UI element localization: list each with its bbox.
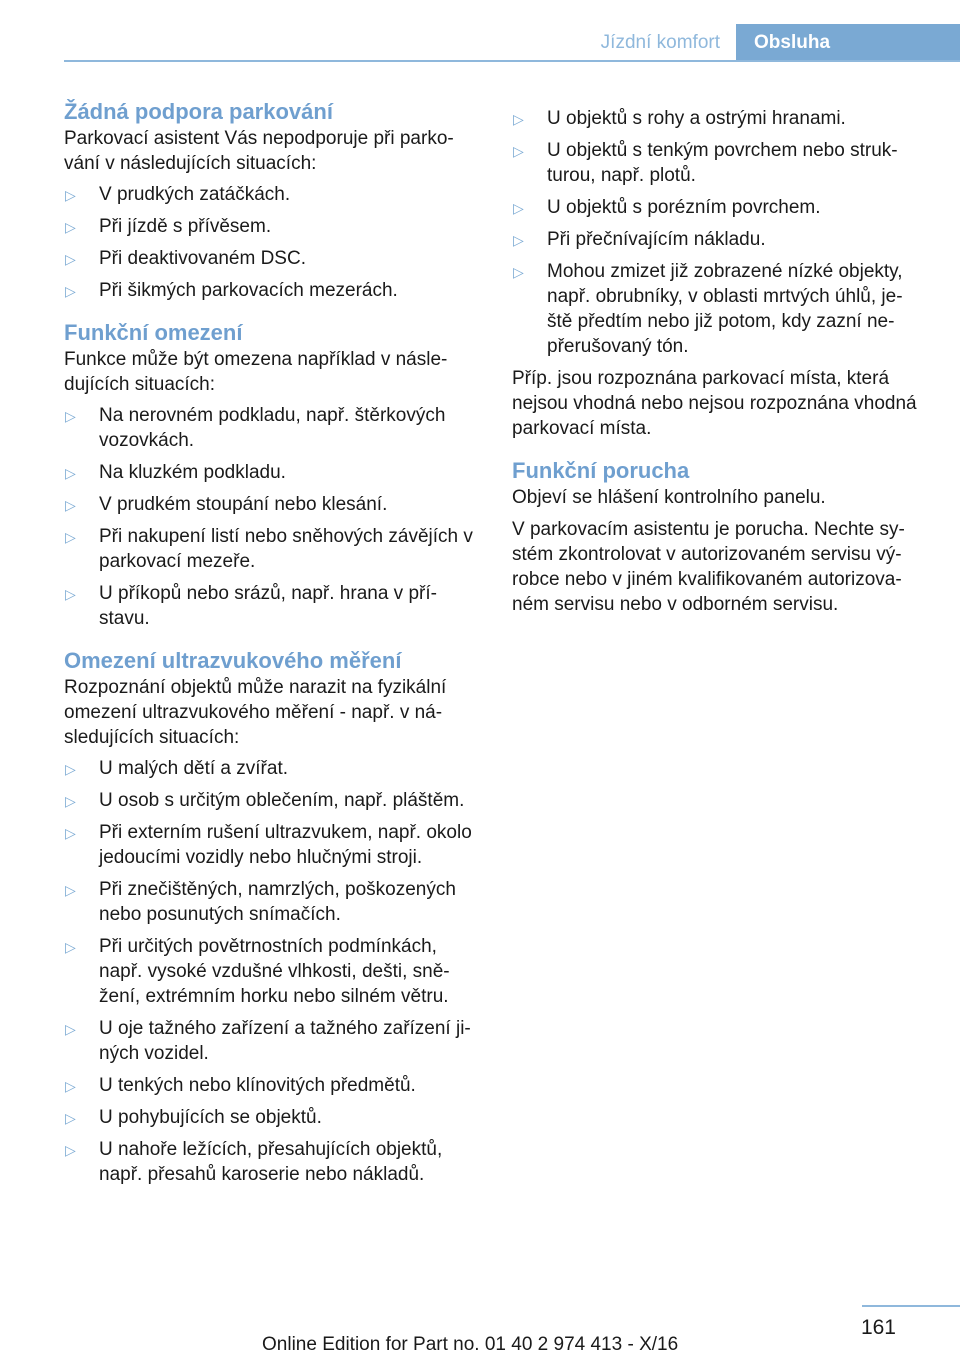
note-paragraph: Příp. jsou rozpoznána parkovací místa, která nejsou vhodná nebo nejsou rozpoznána vhodná parkovací místa. (512, 368, 917, 439)
list-item (512, 227, 932, 252)
list-item-text: Při šikmých parkovacích mezerách. (99, 280, 398, 301)
triangle-bullet-icon: ▷ (65, 465, 76, 481)
list-item-text: U tenkých nebo klínovitých předmětů. (99, 1075, 416, 1096)
list-item-text: Při deaktivovaném DSC. (99, 248, 306, 269)
bullet-list (64, 756, 484, 1187)
right-column (512, 98, 932, 617)
list-item-text: Při jízdě s přívěsem. (99, 216, 272, 237)
triangle-bullet-icon: ▷ (65, 882, 76, 898)
list-item (64, 1016, 484, 1066)
section-intro: Parkovací asistent Vás nepodporuje při parko‐ vání v následujících situacích: (64, 128, 454, 174)
triangle-bullet-icon: ▷ (65, 939, 76, 955)
bullet-list (64, 182, 484, 303)
list-item (64, 1073, 484, 1098)
list-item-text: Při externím rušení ultrazvukem, např. okolo jedoucími vozidly nebo hlučnými stroji. (99, 822, 472, 868)
triangle-bullet-icon: ▷ (65, 1110, 76, 1126)
list-item (64, 756, 484, 781)
list-item (512, 195, 932, 220)
list-item (64, 214, 484, 239)
list-item (64, 524, 484, 574)
section-intro: Rozpoznání objektů může narazit na fyzikální omezení ultrazvukového měření - např. v ná‐ sledujících situacích: (64, 677, 447, 748)
list-item-text: Při znečištěných, namrzlých, poškozených nebo posunutých snímačích. (99, 879, 456, 925)
section-ultrasonic-limits (64, 647, 484, 1187)
list-item-text: U osob s určitým oblečením, např. pláštěm. (99, 790, 465, 811)
list-item-text: V prudkém stoupání nebo klesání. (99, 494, 388, 515)
footer-rule (862, 1305, 960, 1307)
list-item-text: U příkopů nebo srázů, např. hrana v pří‐ stavu. (99, 583, 437, 629)
footer-edition-text: Online Edition for Part no. 01 40 2 974 413 - X/16 (262, 1334, 679, 1355)
list-item-text: Při nakupení listí nebo sněhových závějích v parkovací mezeře. (99, 526, 473, 572)
paragraph: V parkovacím asistentu je porucha. Nechte sy‐ stém zkontrolovat v autorizovaném servisu vý‐ robce nebo v jiném kvalifikovaném autorizova‐ ném servisu nebo v odborném servisu. (512, 519, 905, 615)
triangle-bullet-icon: ▷ (513, 143, 524, 159)
list-item-text: V prudkých zatáčkách. (99, 184, 291, 205)
list-item-text: Na nerovném podkladu, např. štěrkových vozovkách. (99, 405, 446, 451)
section-heading: Funkční omezení (64, 320, 243, 345)
section-malfunction (512, 457, 932, 617)
section-no-parking-support (64, 98, 484, 303)
triangle-bullet-icon: ▷ (65, 793, 76, 809)
list-item (512, 106, 932, 131)
list-item (64, 492, 484, 517)
list-item (64, 820, 484, 870)
bullet-list (64, 403, 484, 631)
list-item (64, 246, 484, 271)
page-header (0, 0, 960, 64)
list-item-text: Při určitých povětrnostních podmínkách, např. vysoké vzdušné vlhkosti, dešti, sně‐ žení, extrémním horku nebo silném větru. (99, 936, 450, 1007)
paragraph: Objeví se hlášení kontrolního panelu. (512, 487, 826, 508)
triangle-bullet-icon: ▷ (513, 264, 524, 280)
left-column (64, 98, 484, 1194)
list-item (64, 1137, 484, 1187)
section-heading: Funkční porucha (512, 458, 690, 483)
list-item (64, 788, 484, 813)
list-item (512, 259, 932, 359)
section-heading: Omezení ultrazvukového měření (64, 648, 402, 673)
bullet-list (512, 106, 932, 359)
list-item (64, 1105, 484, 1130)
triangle-bullet-icon: ▷ (65, 586, 76, 602)
section-functional-limits (64, 319, 484, 631)
triangle-bullet-icon: ▷ (65, 529, 76, 545)
triangle-bullet-icon: ▷ (65, 825, 76, 841)
list-item-text: U objektů s porézním povrchem. (547, 197, 821, 218)
list-item-text: U objektů s rohy a ostrými hranami. (547, 108, 846, 129)
list-item-text: Při přečnívajícím nákladu. (547, 229, 766, 250)
list-item (64, 581, 484, 631)
section-ultrasonic-limits-continued (512, 106, 932, 441)
triangle-bullet-icon: ▷ (65, 251, 76, 267)
list-item (64, 182, 484, 207)
list-item-text: Mohou zmizet již zobrazené nízké objekty, např. obrubníky, v oblasti mrtvých úhlů, je‐ ště předtím nebo již potom, kdy zazní ne‐ přerušovaný tón. (547, 261, 903, 357)
header-section-title: Jízdní komfort (600, 32, 720, 53)
triangle-bullet-icon: ▷ (65, 219, 76, 235)
list-item-text: U malých dětí a zvířat. (99, 758, 289, 779)
triangle-bullet-icon: ▷ (65, 1021, 76, 1037)
list-item (64, 403, 484, 453)
triangle-bullet-icon: ▷ (65, 761, 76, 777)
list-item (64, 278, 484, 303)
triangle-bullet-icon: ▷ (65, 497, 76, 513)
list-item (64, 460, 484, 485)
triangle-bullet-icon: ▷ (513, 232, 524, 248)
list-item-text: U nahoře ležících, přesahujících objektů, např. přesahů karoserie nebo nákladů. (99, 1139, 443, 1185)
page-number: 161 (860, 1316, 896, 1339)
section-heading: Žádná podpora parkování (64, 99, 333, 124)
list-item-text: Na kluzkém podkladu. (99, 462, 286, 483)
section-intro: Funkce může být omezena například v násle‐ dujících situacích: (64, 349, 448, 395)
triangle-bullet-icon: ▷ (65, 283, 76, 299)
list-item (64, 934, 484, 1009)
list-item-text: U objektů s tenkým povrchem nebo struk‐ turou, např. plotů. (547, 140, 898, 186)
triangle-bullet-icon: ▷ (65, 187, 76, 203)
list-item-text: U oje tažného zařízení a tažného zařízení ji‐ ných vozidel. (99, 1018, 471, 1064)
triangle-bullet-icon: ▷ (513, 111, 524, 127)
header-tab: Obsluha (736, 24, 960, 62)
list-item (512, 138, 932, 188)
list-item-text: U pohybujících se objektů. (99, 1107, 322, 1128)
triangle-bullet-icon: ▷ (65, 1142, 76, 1158)
triangle-bullet-icon: ▷ (513, 200, 524, 216)
triangle-bullet-icon: ▷ (65, 408, 76, 424)
list-item (64, 877, 484, 927)
triangle-bullet-icon: ▷ (65, 1078, 76, 1094)
header-rule (64, 60, 960, 62)
